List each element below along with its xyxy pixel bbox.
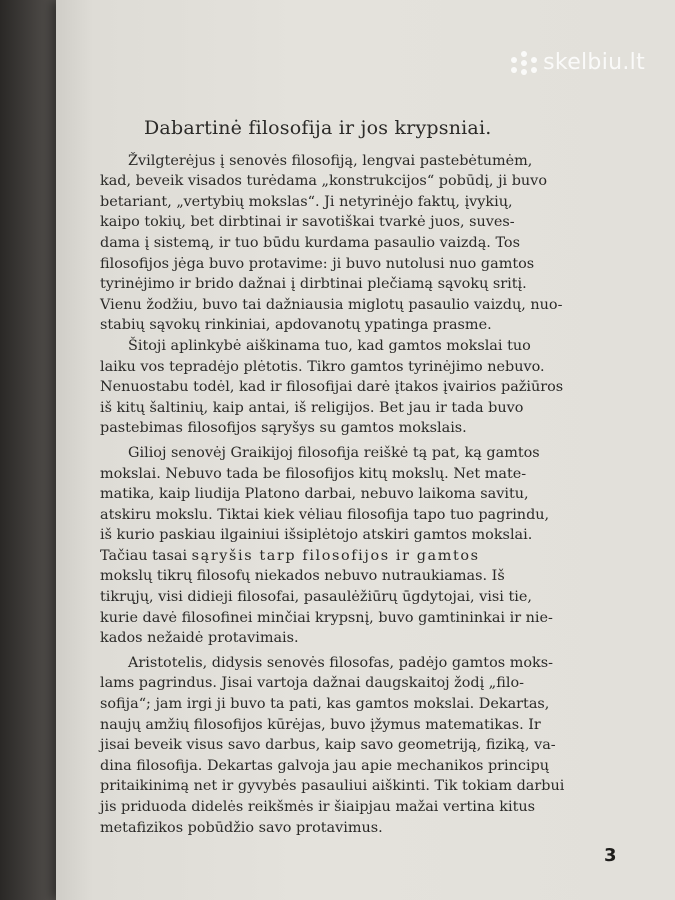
text-line: Žvilgterėjus į senovės filosofiją, lengvai pastebėtumėm, bbox=[128, 152, 533, 169]
text-line bbox=[100, 546, 612, 567]
text-line: dama į sistemą, ir tuo būdu kurdama pasaulio vaizdą. Tos bbox=[100, 234, 520, 251]
text-line: Šitoji aplinkybė aiškinama tuo, kad gamtos mokslai tuo bbox=[128, 337, 531, 354]
text-line: kurie davė filosofinei minčiai krypsnį, buvo gamtininkai ir nie- bbox=[100, 609, 553, 626]
page-title: Dabartinė filosofija ir jos krypsniai. bbox=[144, 117, 492, 139]
text-line: Vienu žodžiu, buvo tai dažniausia miglotų pasaulio vaizdų, nuo- bbox=[100, 296, 563, 313]
page-content bbox=[100, 118, 612, 838]
text-line: tikrųjų, visi didieji filosofai, pasaulėžiūrų ūgdytojai, visi tie, bbox=[100, 589, 532, 606]
text-line: Gilioj senovėj Graikijoj filosofija reiškė tą pat, ką gamtos bbox=[128, 444, 540, 461]
text-line: matika, kaip liudija Platono darbai, nebuvo laikoma savitu, bbox=[100, 486, 529, 503]
watermark-text: skelbiu.lt bbox=[543, 50, 645, 75]
text-line: filosofijos jėga buvo protavime: ji buvo nutolusi nuo gamtos bbox=[100, 255, 535, 272]
text-line: stabių sąvokų rinkiniai, apdovanotų ypatinga prasme. bbox=[100, 317, 492, 334]
text-line: naujų amžių filosofijos kūrėjas, buvo įžymus matematikas. Ir bbox=[100, 716, 541, 733]
page-number: 3 bbox=[604, 845, 617, 866]
text-line: jis priduoda didelės reikšmės ir šiaipjau mažai vertina kitus bbox=[100, 799, 536, 815]
dots-logo-icon bbox=[511, 51, 537, 75]
text-line: dina filosofija. Dekartas galvoja jau apie mechanikos principų bbox=[100, 757, 550, 774]
text-fragment: Tačiau tasai bbox=[100, 547, 192, 564]
text-line: sofija“; jam irgi ji buvo ta pati, kas gamtos mokslai. Dekartas, bbox=[100, 696, 550, 713]
watermark bbox=[511, 50, 645, 75]
text-line: kados nežaidė protavimais. bbox=[100, 630, 299, 647]
text-line: iš kurio paskiau ilgainiui išsiplėtojo atskiri gamtos mokslai. bbox=[100, 527, 533, 544]
paragraph-4 bbox=[100, 653, 612, 838]
text-line: Aristotelis, didysis senovės filosofas, padėjo gamtos moks- bbox=[128, 654, 553, 671]
paragraph-3 bbox=[100, 443, 612, 649]
paragraph-1 bbox=[100, 151, 612, 336]
text-line: iš kitų šaltinių, kaip antai, iš religijos. Bet jau ir tada buvo bbox=[100, 399, 524, 416]
text-line: laiku vos tepradėjo plėtotis. Tikro gamtos tyrinėjimo nebuvo. bbox=[100, 358, 545, 375]
text-line: betariant, „vertybių mokslas“. Ji netyrinėjo faktų, įvykių, bbox=[100, 193, 513, 210]
text-line: tyrinėjimo ir brido dažnai į dirbtinai plečiamą sąvokų sritį. bbox=[100, 276, 527, 293]
spaced-emphasis: sąryšis tarp filosofijos ir gamtos bbox=[191, 547, 480, 564]
text-line: jisai beveik visus savo darbus, kaip savo geometriją, fiziką, va- bbox=[100, 737, 556, 754]
text-line: pritaikinimą net ir gyvybės pasauliui aiškinti. Tik tokiam darbui bbox=[100, 778, 565, 795]
text-line: Nenuostabu todėl, kad ir filosofijai darė įtakos įvairios pažiūros bbox=[100, 379, 564, 396]
text-line: mokslai. Nebuvo tada be filosofijos kitų mokslų. Net mate- bbox=[100, 465, 527, 482]
text-line: atskiru mokslu. Tiktai kiek vėliau filosofija tapo tuo pagrindu, bbox=[100, 506, 550, 523]
text-line: kad, beveik visados turėdama „konstrukcijos“ pobūdį, ji buvo bbox=[100, 173, 547, 190]
text-line: mokslų tikrų filosofų niekados nebuvo nutraukiamas. Iš bbox=[100, 568, 505, 585]
text-line: lams pagrindus. Jisai vartoja dažnai daugskaitoj žodį „filo- bbox=[100, 675, 524, 692]
text-line: kaipo tokių, bet dirbtinai ir savotiškai tvarkė juos, suves- bbox=[100, 214, 515, 231]
paragraph-2 bbox=[100, 336, 612, 439]
text-line: metafizikos pobūdžio savo protavimus. bbox=[100, 819, 383, 836]
text-line: pastebimas filosofijos sąryšys su gamtos mokslais. bbox=[100, 420, 467, 437]
